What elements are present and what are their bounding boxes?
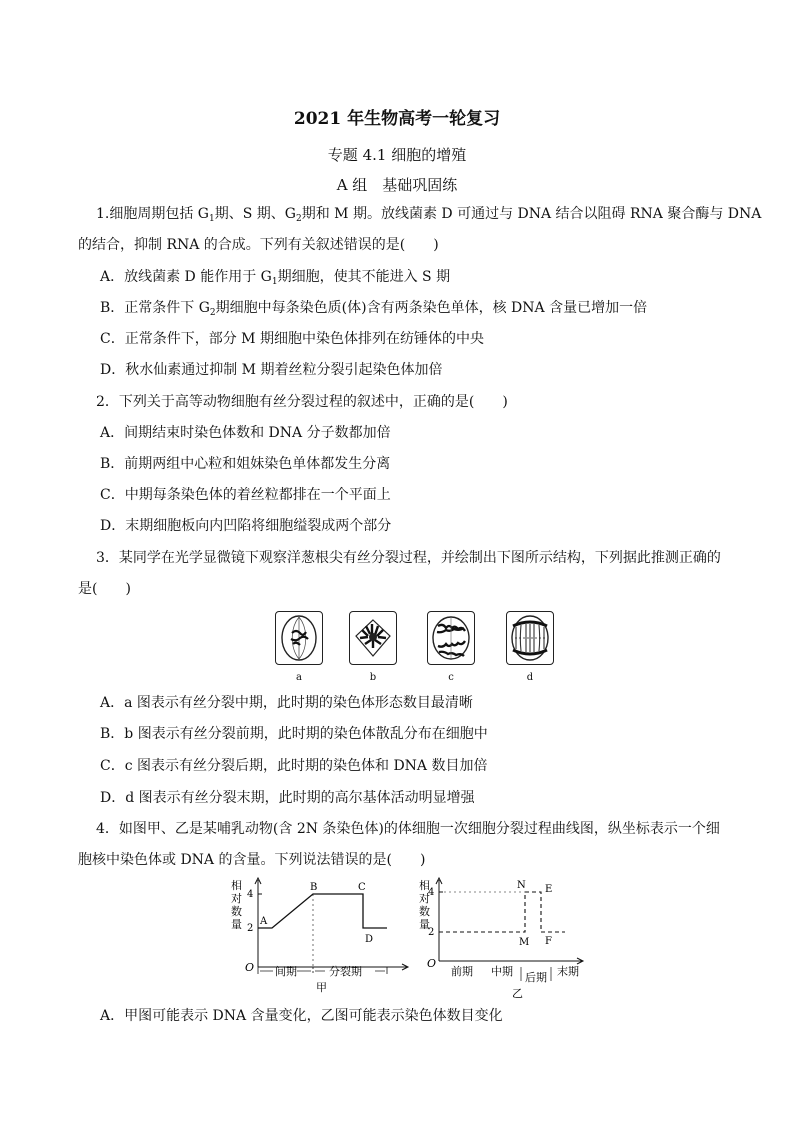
- q3-option-c: C．c 图表示有丝分裂后期，此时期的染色体和 DNA 数目加倍: [100, 758, 488, 774]
- q2-stem: 2．下列关于高等动物细胞有丝分裂过程的叙述中，正确的是( ): [96, 394, 508, 410]
- cell-figure-b: [349, 611, 397, 665]
- ylabel-char-1: 相: [419, 879, 430, 892]
- point-label-C: C: [358, 882, 366, 893]
- origin-label: O: [427, 957, 437, 970]
- cell-a-drawing: [276, 612, 322, 664]
- point-label-F: F: [545, 936, 552, 947]
- chart-jia-ylabel: [231, 878, 242, 931]
- cell-figure-c: [427, 611, 475, 665]
- cell-d-drawing: [507, 612, 553, 664]
- q1-option-a: A．放线菌素 D 能作用于 $G_1$期细胞，使其不能进入 S 期: [100, 269, 451, 287]
- x-section-label-prophase: 前期: [451, 965, 473, 978]
- chart-jia: [225, 875, 410, 1000]
- chart-yi: [415, 875, 585, 1000]
- chart-yi-title: 乙: [512, 987, 523, 1000]
- x-section-label-division: 分裂期: [329, 965, 362, 978]
- q2-option-c: C．中期每条染色体的着丝粒都排在一个平面上: [100, 487, 391, 503]
- topic-subtitle: 专题 4.1 细胞的增殖: [327, 146, 467, 164]
- q3-option-a: A．a 图表示有丝分裂中期，此时期的染色体形态数目最清晰: [100, 695, 473, 711]
- group-heading: A 组 基础巩固练: [336, 176, 458, 194]
- point-label-E: E: [545, 884, 553, 895]
- q3-stem-line2: 是( ): [78, 581, 131, 597]
- x-section-label-telophase: 末期: [557, 965, 579, 978]
- y-tick-label-4: 4: [428, 887, 435, 898]
- point-label-A: A: [260, 916, 268, 927]
- chart-yi-ylabel: [419, 878, 430, 931]
- x-section-label-anaphase: 后期: [525, 971, 547, 984]
- ylabel-char-1: 相: [231, 879, 242, 892]
- q1-stem-line1: 1.细胞周期包括 $G_1$期、S 期、$G_2$期和 M 期。放线菌素 D 可通过与 DNA 结合以阻碍 RNA 聚合酶与 DNA: [96, 206, 762, 224]
- x-section-label-metaphase: 中期: [491, 965, 513, 978]
- figure-label-a: a: [296, 672, 302, 683]
- ylabel-char-4: 量: [231, 918, 242, 931]
- y-tick-label-2: 2: [428, 927, 435, 938]
- ylabel-char-3: 数: [231, 905, 242, 918]
- cell-c-drawing: [428, 612, 474, 664]
- ylabel-char-3: 数: [419, 905, 430, 918]
- point-label-M: M: [519, 937, 530, 948]
- q2-option-d: D．末期细胞板向内凹陷将细胞缢裂成两个部分: [100, 518, 392, 534]
- q3-option-d: D．d 图表示有丝分裂末期，此时期的高尔基体活动明显增强: [100, 790, 475, 806]
- q2-option-a: A．间期结束时染色体数和 DNA 分子数都加倍: [100, 425, 391, 441]
- chart-jia-title: 甲: [316, 981, 327, 994]
- point-label-B: B: [310, 882, 318, 893]
- cell-b-drawing: [350, 612, 396, 664]
- point-label-D: D: [365, 934, 374, 945]
- page-title: 2021 年生物高考一轮复习: [293, 109, 501, 129]
- ylabel-char-4: 量: [419, 918, 430, 931]
- q2-option-b: B．前期两组中心粒和姐妹染色单体都发生分离: [100, 456, 391, 472]
- ylabel-char-2: 对: [419, 892, 430, 905]
- q1-option-d: D．秋水仙素通过抑制 M 期着丝粒分裂引起染色体加倍: [100, 362, 443, 378]
- jia-series-line: [258, 894, 387, 928]
- ylabel-char-2: 对: [231, 892, 242, 905]
- point-label-N: N: [517, 880, 526, 891]
- y-tick-label-4: 4: [247, 889, 254, 900]
- origin-label: O: [245, 961, 255, 974]
- q4-option-a: A．甲图可能表示 DNA 含量变化，乙图可能表示染色体数目变化: [100, 1008, 503, 1024]
- q3-stem-line1: 3．某同学在光学显微镜下观察洋葱根尖有丝分裂过程，并绘制出下图所示结构，下列据此推测正确的: [96, 550, 721, 566]
- x-section-label-interphase: 间期: [275, 965, 297, 978]
- figure-label-d: d: [526, 672, 534, 683]
- figure-label-b: b: [369, 672, 377, 683]
- q4-stem-line1: 4．如图甲、乙是某哺乳动物(含 2N 条染色体)的体细胞一次细胞分裂过程曲线图，纵坐标表示一个细: [96, 821, 720, 837]
- q4-stem-line2: 胞核中染色体或 DNA 的含量。下列说法错误的是( ): [78, 852, 426, 868]
- y-tick-label-2: 2: [247, 923, 254, 934]
- yi-series-line: [439, 892, 565, 932]
- q3-option-b: B．b 图表示有丝分裂前期，此时期的染色体散乱分布在细胞中: [100, 726, 488, 742]
- cell-figure-a: [275, 611, 323, 665]
- q1-option-b: B．正常条件下 $G_2$期细胞中每条染色质(体)含有两条染色单体，核 DNA 含量已增加一倍: [100, 300, 648, 318]
- figure-label-c: c: [448, 672, 454, 683]
- cell-figure-d: [506, 611, 554, 665]
- q1-option-c: C．正常条件下，部分 M 期细胞中染色体排列在纺锤体的中央: [100, 331, 484, 347]
- q1-stem-line2: 的结合，抑制 RNA 的合成。下列有关叙述错误的是( ): [78, 237, 439, 253]
